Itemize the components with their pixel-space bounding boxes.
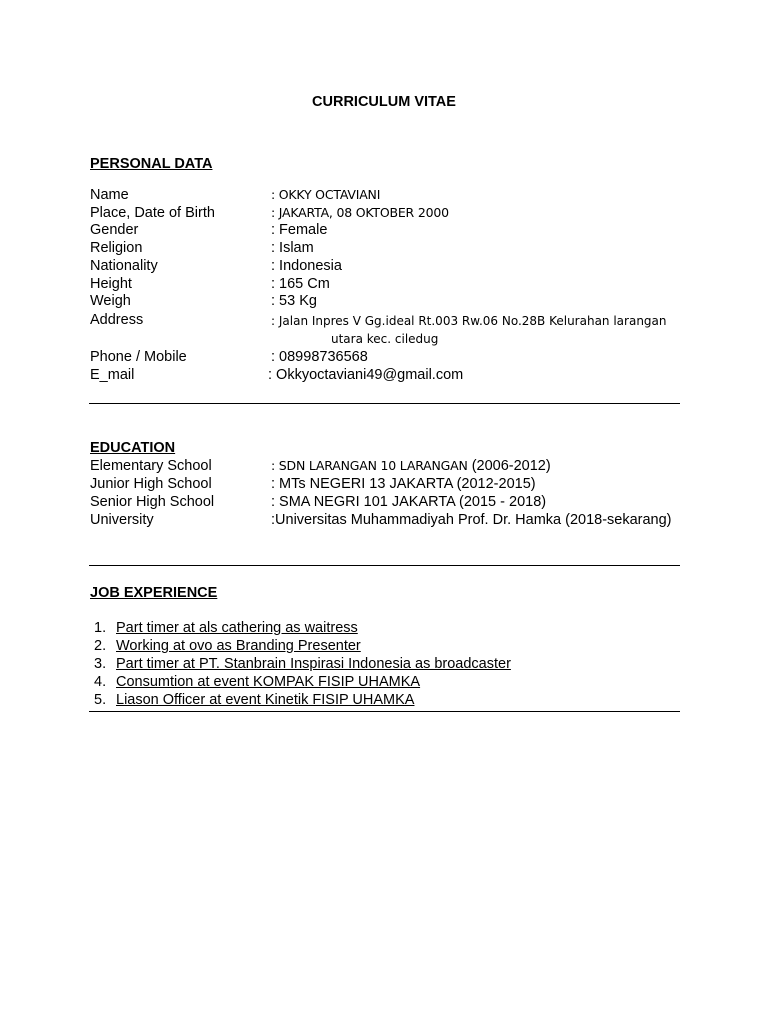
- elementary-school-name: : SDN LARANGAN 10 LARANGAN: [271, 458, 468, 473]
- address-value-line1: : Jalan Inpres V Gg.ideal Rt.003 Rw.06 No.28B Kelurahan larangan: [271, 314, 667, 328]
- religion-label: Religion: [90, 240, 143, 256]
- divider: [89, 711, 680, 712]
- gender-label: Gender: [90, 222, 139, 238]
- list-text: Part timer at als cathering as waitress: [116, 620, 358, 636]
- list-number: 5.: [94, 692, 107, 708]
- birth-value: : JAKARTA, 08 OKTOBER 2000: [271, 205, 449, 220]
- weigh-label: Weigh: [90, 293, 131, 309]
- education-heading: EDUCATION: [90, 440, 176, 456]
- elementary-label: Elementary School: [90, 458, 212, 474]
- junior-high-value: : MTs NEGERI 13 JAKARTA (2012-2015): [271, 476, 536, 492]
- email-label: E_mail: [90, 367, 135, 383]
- job-experience-heading: JOB EXPERIENCE: [90, 585, 218, 601]
- birth-label: Place, Date of Birth: [90, 205, 215, 221]
- list-text: Consumtion at event KOMPAK FISIP UHAMKA: [116, 674, 421, 690]
- gender-value: : Female: [271, 222, 328, 238]
- list-number: 2.: [94, 638, 107, 654]
- divider: [89, 403, 680, 404]
- list-text: Working at ovo as Branding Presenter: [116, 638, 361, 654]
- list-item: [94, 691, 414, 709]
- list-text: Liason Officer at event Kinetik FISIP UHAMKA: [116, 692, 415, 708]
- list-number: 3.: [94, 656, 107, 672]
- junior-high-label: Junior High School: [90, 476, 212, 492]
- list-item: [94, 655, 511, 673]
- name-value: : OKKY OCTAVIANI: [271, 187, 381, 202]
- document-title: CURRICULUM VITAE: [312, 94, 456, 110]
- senior-high-value: : SMA NEGRI 101 JAKARTA (2015 - 2018): [271, 494, 547, 510]
- elementary-school-years: (2006-2012): [467, 458, 551, 474]
- address-label: Address: [90, 312, 144, 328]
- list-item: [94, 637, 361, 655]
- name-label: Name: [90, 187, 129, 203]
- phone-value: : 08998736568: [271, 349, 368, 365]
- list-item: [94, 673, 420, 691]
- nationality-label: Nationality: [90, 258, 158, 274]
- phone-label: Phone / Mobile: [90, 349, 187, 365]
- list-number: 4.: [94, 674, 107, 690]
- divider: [89, 565, 680, 566]
- list-number: 1.: [94, 620, 107, 636]
- personal-data-heading: PERSONAL DATA: [90, 156, 213, 172]
- senior-high-label: Senior High School: [90, 494, 215, 510]
- weigh-value: : 53 Kg: [271, 293, 317, 309]
- height-label: Height: [90, 276, 132, 292]
- address-value-line2: utara kec. ciledug: [331, 332, 439, 346]
- height-value: : 165 Cm: [271, 276, 330, 292]
- email-value: : Okkyoctaviani49@gmail.com: [268, 367, 464, 383]
- elementary-value: [271, 457, 551, 475]
- nationality-value: : Indonesia: [271, 258, 342, 274]
- list-item: [94, 619, 358, 637]
- university-value: :Universitas Muhammadiyah Prof. Dr. Hamka (2018-sekarang): [271, 512, 672, 528]
- list-text: Part timer at PT. Stanbrain Inspirasi Indonesia as broadcaster: [116, 656, 511, 672]
- religion-value: : Islam: [271, 240, 314, 256]
- university-label: University: [90, 512, 154, 528]
